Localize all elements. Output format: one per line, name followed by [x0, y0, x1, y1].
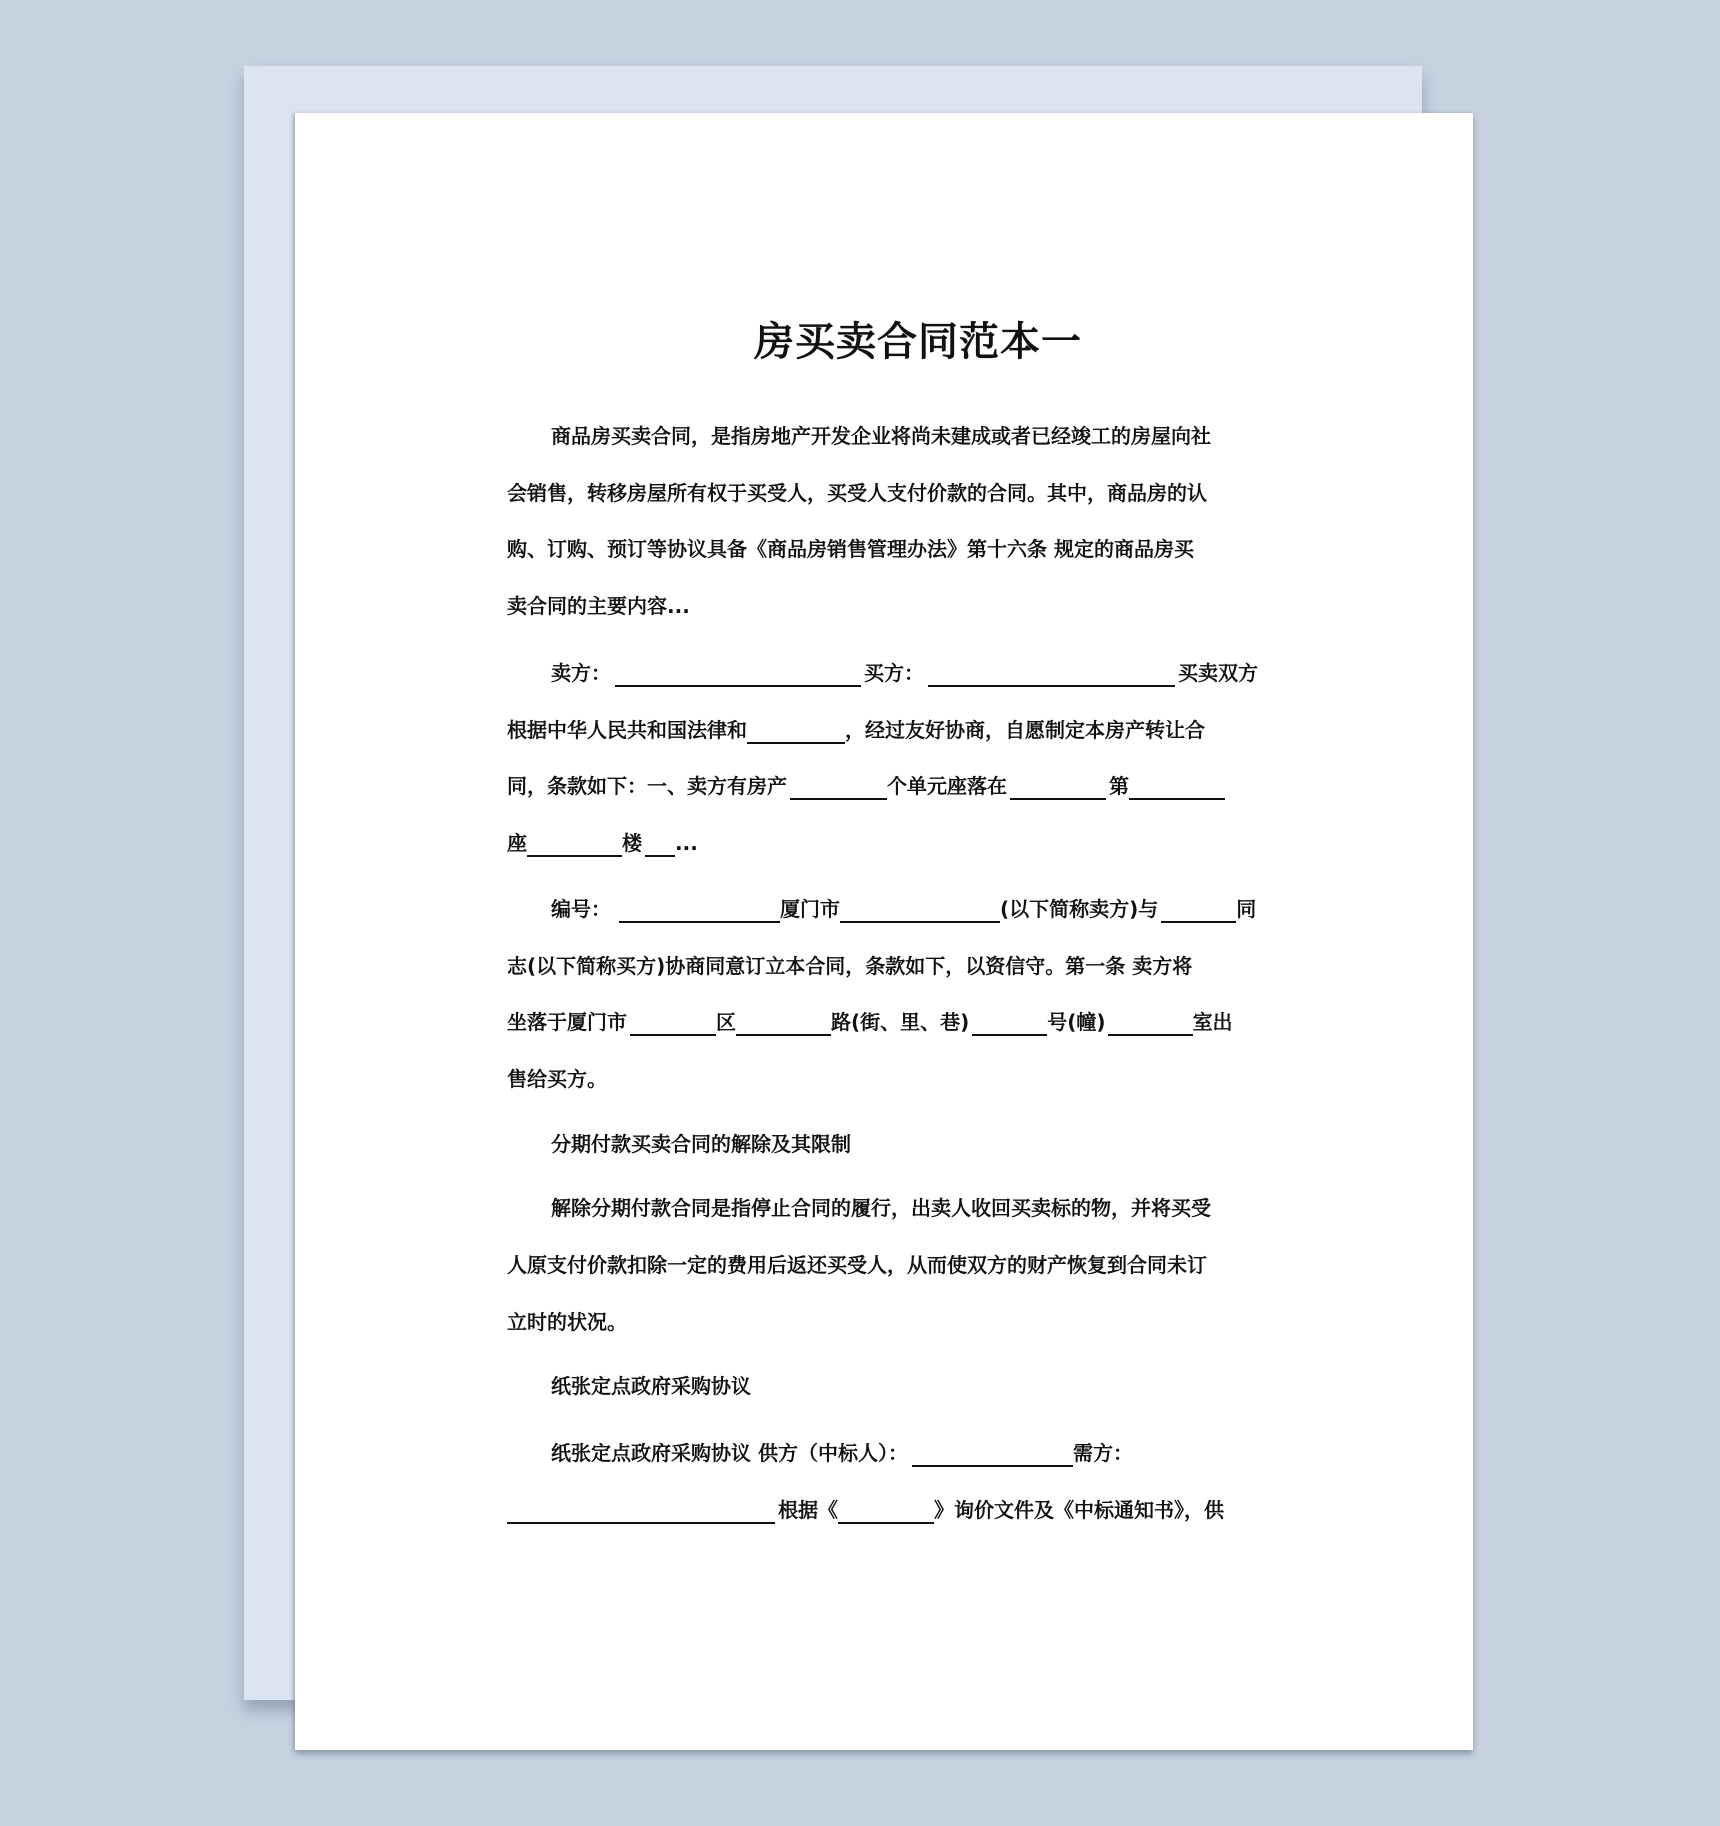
text-segment: (以下简称卖方)与	[1000, 897, 1159, 921]
parties-line-3	[507, 768, 1258, 798]
text-segment: 路(街、里、巷)	[831, 1010, 970, 1034]
property-count-blank[interactable]	[790, 798, 887, 800]
section-heading-installment	[507, 1126, 1258, 1156]
number-line-1	[507, 891, 1258, 921]
installment-line-3	[507, 1304, 1258, 1334]
number-line-2	[507, 948, 1258, 978]
seller-label: 卖方：	[551, 661, 611, 685]
text-segment: ...	[675, 831, 698, 855]
intro-line-1	[507, 418, 1258, 448]
building-number-blank[interactable]	[1129, 798, 1225, 800]
floor-blank[interactable]	[645, 855, 675, 857]
supplier-label: 纸张定点政府采购协议 供方（中标人）：	[551, 1441, 908, 1465]
location-blank[interactable]	[1010, 798, 1106, 800]
document-title: 房买卖合同范本一	[754, 318, 1082, 365]
text-segment: 同	[1236, 897, 1257, 921]
parties-line-4	[507, 825, 1258, 855]
road-blank[interactable]	[736, 1034, 831, 1036]
text-segment: 人原支付价款扣除一定的费用后返还买受人，从而使双方的财产恢复到合同未订	[507, 1253, 1207, 1277]
room-blank[interactable]	[1108, 1034, 1193, 1036]
text-segment: 志(以下简称买方)协商同意订立本合同，条款如下，以资信守。第一条 卖方将	[507, 954, 1193, 978]
text-segment: 坐落于厦门市	[507, 1010, 627, 1034]
section-heading-paper	[507, 1368, 1258, 1398]
house-number-blank[interactable]	[972, 1034, 1047, 1036]
text-segment: 厦门市	[780, 897, 840, 921]
buyer-blank[interactable]	[928, 685, 1175, 687]
intro-line-4	[507, 588, 1258, 618]
demander-label: 需方：	[1072, 1441, 1133, 1465]
supplier-blank[interactable]	[912, 1465, 1073, 1467]
demander-blank[interactable]	[507, 1522, 775, 1524]
number-label: 编号：	[551, 897, 611, 921]
district-blank[interactable]	[630, 1034, 716, 1036]
text-segment: 根据中华人民共和国法律和	[507, 718, 747, 742]
text-segment: 根据《	[778, 1498, 838, 1522]
buyer-label: 买方：	[864, 661, 924, 685]
heading-text: 分期付款买卖合同的解除及其限制	[551, 1132, 851, 1156]
buyer-name-blank[interactable]	[1161, 921, 1236, 923]
installment-line-1	[507, 1190, 1258, 1220]
seller-name-blank[interactable]	[840, 921, 1000, 923]
text-segment: 购、订购、预订等协议具备《商品房销售管理办法》第十六条 规定的商品房买	[507, 537, 1194, 561]
text-segment: 个单元座落在	[887, 774, 1007, 798]
seat-blank[interactable]	[527, 855, 622, 857]
intro-line-2	[507, 475, 1258, 505]
intro-line-3	[507, 531, 1258, 561]
law-blank[interactable]	[747, 742, 845, 744]
parties-line-1	[507, 655, 1258, 685]
text-segment: 解除分期付款合同是指停止合同的履行，出卖人收回买卖标的物，并将买受	[551, 1196, 1211, 1220]
text-segment: 售给买方。	[507, 1067, 607, 1091]
text-segment: 》询价文件及《中标通知书》，供	[934, 1498, 1224, 1522]
text-segment: 会销售，转移房屋所有权于买受人，买受人支付价款的合同。其中，商品房的认	[507, 481, 1207, 505]
inquiry-document-blank[interactable]	[838, 1522, 934, 1524]
number-line-3	[507, 1004, 1258, 1034]
seller-blank[interactable]	[615, 685, 861, 687]
text-segment: 室出	[1192, 1010, 1233, 1034]
contract-number-blank[interactable]	[619, 921, 780, 923]
text-segment: 卖合同的主要内容...	[507, 594, 690, 618]
number-line-4	[507, 1061, 1258, 1091]
parties-line-2	[507, 712, 1258, 742]
paper-line-2	[507, 1492, 1258, 1522]
heading-text: 纸张定点政府采购协议	[551, 1374, 751, 1398]
text-segment: 同，条款如下：一、卖方有房产	[507, 774, 787, 798]
text-segment: 区	[716, 1010, 736, 1034]
text-segment: 楼	[622, 831, 642, 855]
paper-line-1	[507, 1435, 1258, 1465]
text-segment: 商品房买卖合同，是指房地产开发企业将尚未建成或者已经竣工的房屋向社	[551, 424, 1211, 448]
text-segment: 号(幢)	[1047, 1010, 1106, 1034]
text-segment: 买卖双方	[1178, 661, 1258, 685]
text-segment: ，经过友好协商，自愿制定本房产转让合	[845, 718, 1205, 742]
text-segment: 第	[1109, 774, 1129, 798]
text-segment: 立时的状况。	[507, 1310, 627, 1334]
installment-line-2	[507, 1247, 1258, 1277]
text-segment: 座	[507, 831, 527, 855]
